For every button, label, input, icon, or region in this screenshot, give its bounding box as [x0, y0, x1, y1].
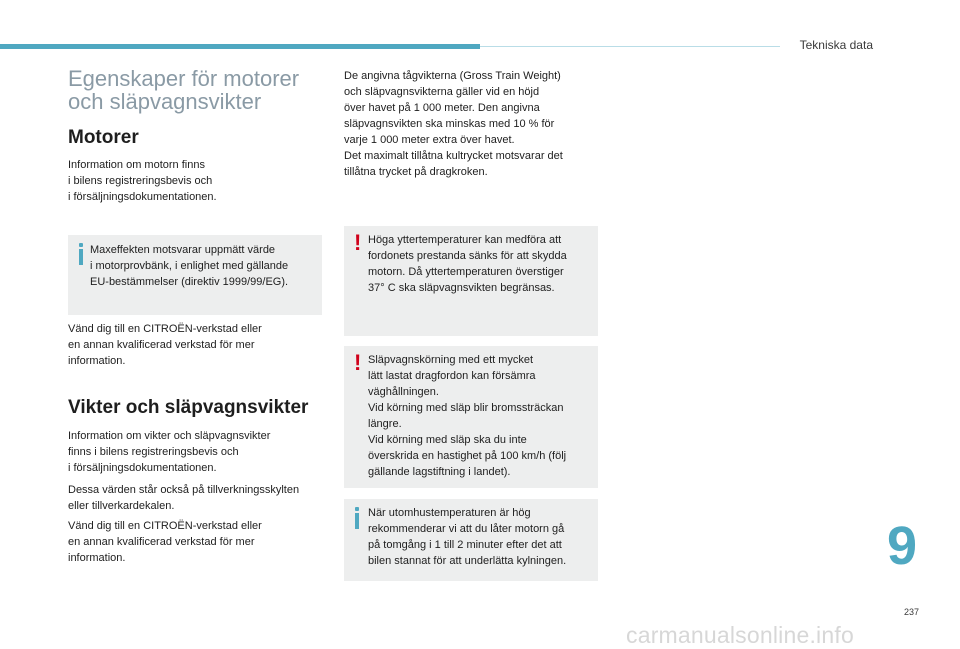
warning-box-trailer-driving — [344, 346, 598, 488]
chapter-title: Egenskaper för motorer och släpvagnsvikter — [68, 66, 300, 114]
vikter-paragraph-1: Information om vikter och släpvagnsvikter finns i bilens registreringsbevis och i försäljningsdokumentationen. — [68, 430, 271, 474]
exclamation-warning-icon: ! — [354, 350, 362, 375]
warning-text-high-temperature: Höga yttertemperaturer kan medföra att fordonets prestanda sänks för att skydda motorn. Då yttertemperaturen överstiger 37° C ska släpvagnsvikten begränsas. — [368, 234, 567, 294]
info-box-text: Maxeffekten motsvarar uppmätt värde i motorprovbänk, i enlighet med gällande EU-bestämmelser (direktiv 1999/99/EG). — [90, 244, 289, 288]
info-box-max-power — [68, 235, 322, 315]
motorer-heading: Motorer — [68, 127, 139, 148]
motorer-intro: Information om motorn finns i bilens registreringsbevis och i försäljningsdokumentationen. — [68, 159, 217, 203]
header-accent-bar — [0, 44, 480, 49]
info-icon — [355, 507, 359, 529]
watermark: carmanualsonline.info — [626, 622, 854, 648]
vikter-heading: Vikter och släpvagnsvikter — [68, 397, 309, 418]
info-icon — [79, 243, 83, 265]
warning-box-high-temperature — [344, 226, 598, 336]
towing-weights-intro: De angivna tågvikterna (Gross Train Weight) och släpvagnsvikterna gäller vid en höjd över havet på 1 000 meter. Den angivna släpvagnsvikten ska minskas med 10 % för varje 1 000 meter extra över havet. Det maximalt tillåtna kultrycket motsvarar det tillåtna trycket på dragkroken. — [344, 70, 563, 178]
header-divider-line — [480, 46, 780, 47]
exclamation-warning-icon: ! — [354, 230, 362, 255]
vikter-paragraph-3: Vänd dig till en CITROËN-verkstad eller en annan kvalificerad verkstad för mer information. — [68, 520, 262, 564]
chapter-number: 9 — [887, 516, 918, 576]
vikter-paragraph-2: Dessa värden står också på tillverkningsskylten eller tillverkardekalen. — [68, 484, 300, 512]
warning-text-trailer-driving: Släpvagnskörning med ett mycket lätt lastat dragfordon kan försämra väghållningen. Vid körning med släp blir bromssträckan längre. Vid körning med släp ska du inte överskrida en hastighet på 100 km/h (följ gällande lagstiftning i landet). — [368, 354, 567, 478]
section-title: Tekniska data — [799, 38, 873, 52]
info-box-idle-cooling — [344, 499, 598, 581]
info-text-idle-cooling: När utomhustemperaturen är hög rekommenderar vi att du låter motorn gå på tomgång i 1 till 2 minuter efter det att bilen stannat för att underlätta kylningen. — [368, 507, 567, 567]
page-number: 237 — [904, 607, 920, 617]
motorer-contact: Vänd dig till en CITROËN-verkstad eller en annan kvalificerad verkstad för mer information. — [68, 323, 262, 367]
